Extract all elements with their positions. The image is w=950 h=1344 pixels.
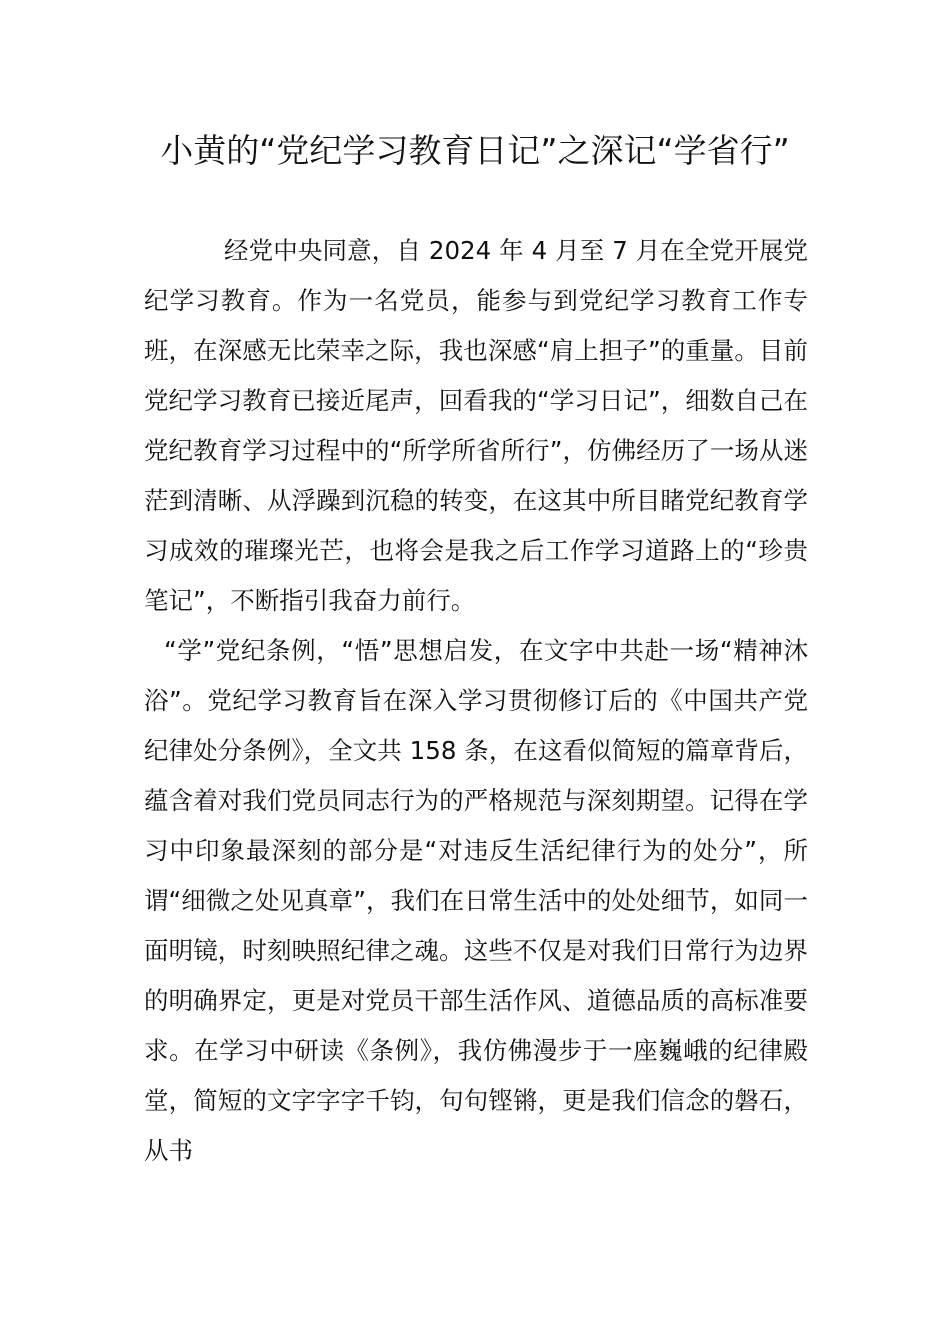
- document-title: 小黄的“党纪学习教育日记”之深记“学省行”: [160, 131, 790, 170]
- paragraph-study-regulations: “学”党纪条例，“悟”思想启发，在文字中共赴一场“精神沐浴”。党纪学习教育旨在深入学习贯彻修订后的《中国共产党纪律处分条例》，全文共 158 条，在这看似简短的篇章背后，蕴含着对我们党员同志行为的严格规范与深刻期望。记得在学习中印象最深刻的部分是“对违反生活纪律行为的处分”，所谓“细微之处见真章”，我们在日常生活中的处处细节，如同一面明镜，时刻映照纪律之魂。这些不仅是对我们日常行为边界的明确界定，更是对党员干部生活作风、道德品质的高标准要求。在学习中研读《条例》，我仿佛漫步于一座巍峨的纪律殿堂，简短的文字字字千钧，句句铿锵，更是我们信念的磐石，从书: [144, 636, 808, 1165]
- paragraph-intro: 经党中央同意，自 2024 年 4 月至 7 月在全党开展党纪学习教育。作为一名党员，能参与到党纪学习教育工作专班，在深感无比荣幸之际，我也深感“肩上担子”的重量。目前党纪学习教育已接近尾声，回看我的“学习日记”，细数自己在党纪教育学习过程中的“所学所省所行”，仿佛经历了一场从迷茫到清晰、从浮躁到沉稳的转变，在这其中所目睹党纪教育学习成效的璀璨光芒，也将会是我之后工作学习道路上的“珍贵笔记”，不断指引我奋力前行。: [144, 236, 808, 615]
- document-body: [144, 226, 808, 1176]
